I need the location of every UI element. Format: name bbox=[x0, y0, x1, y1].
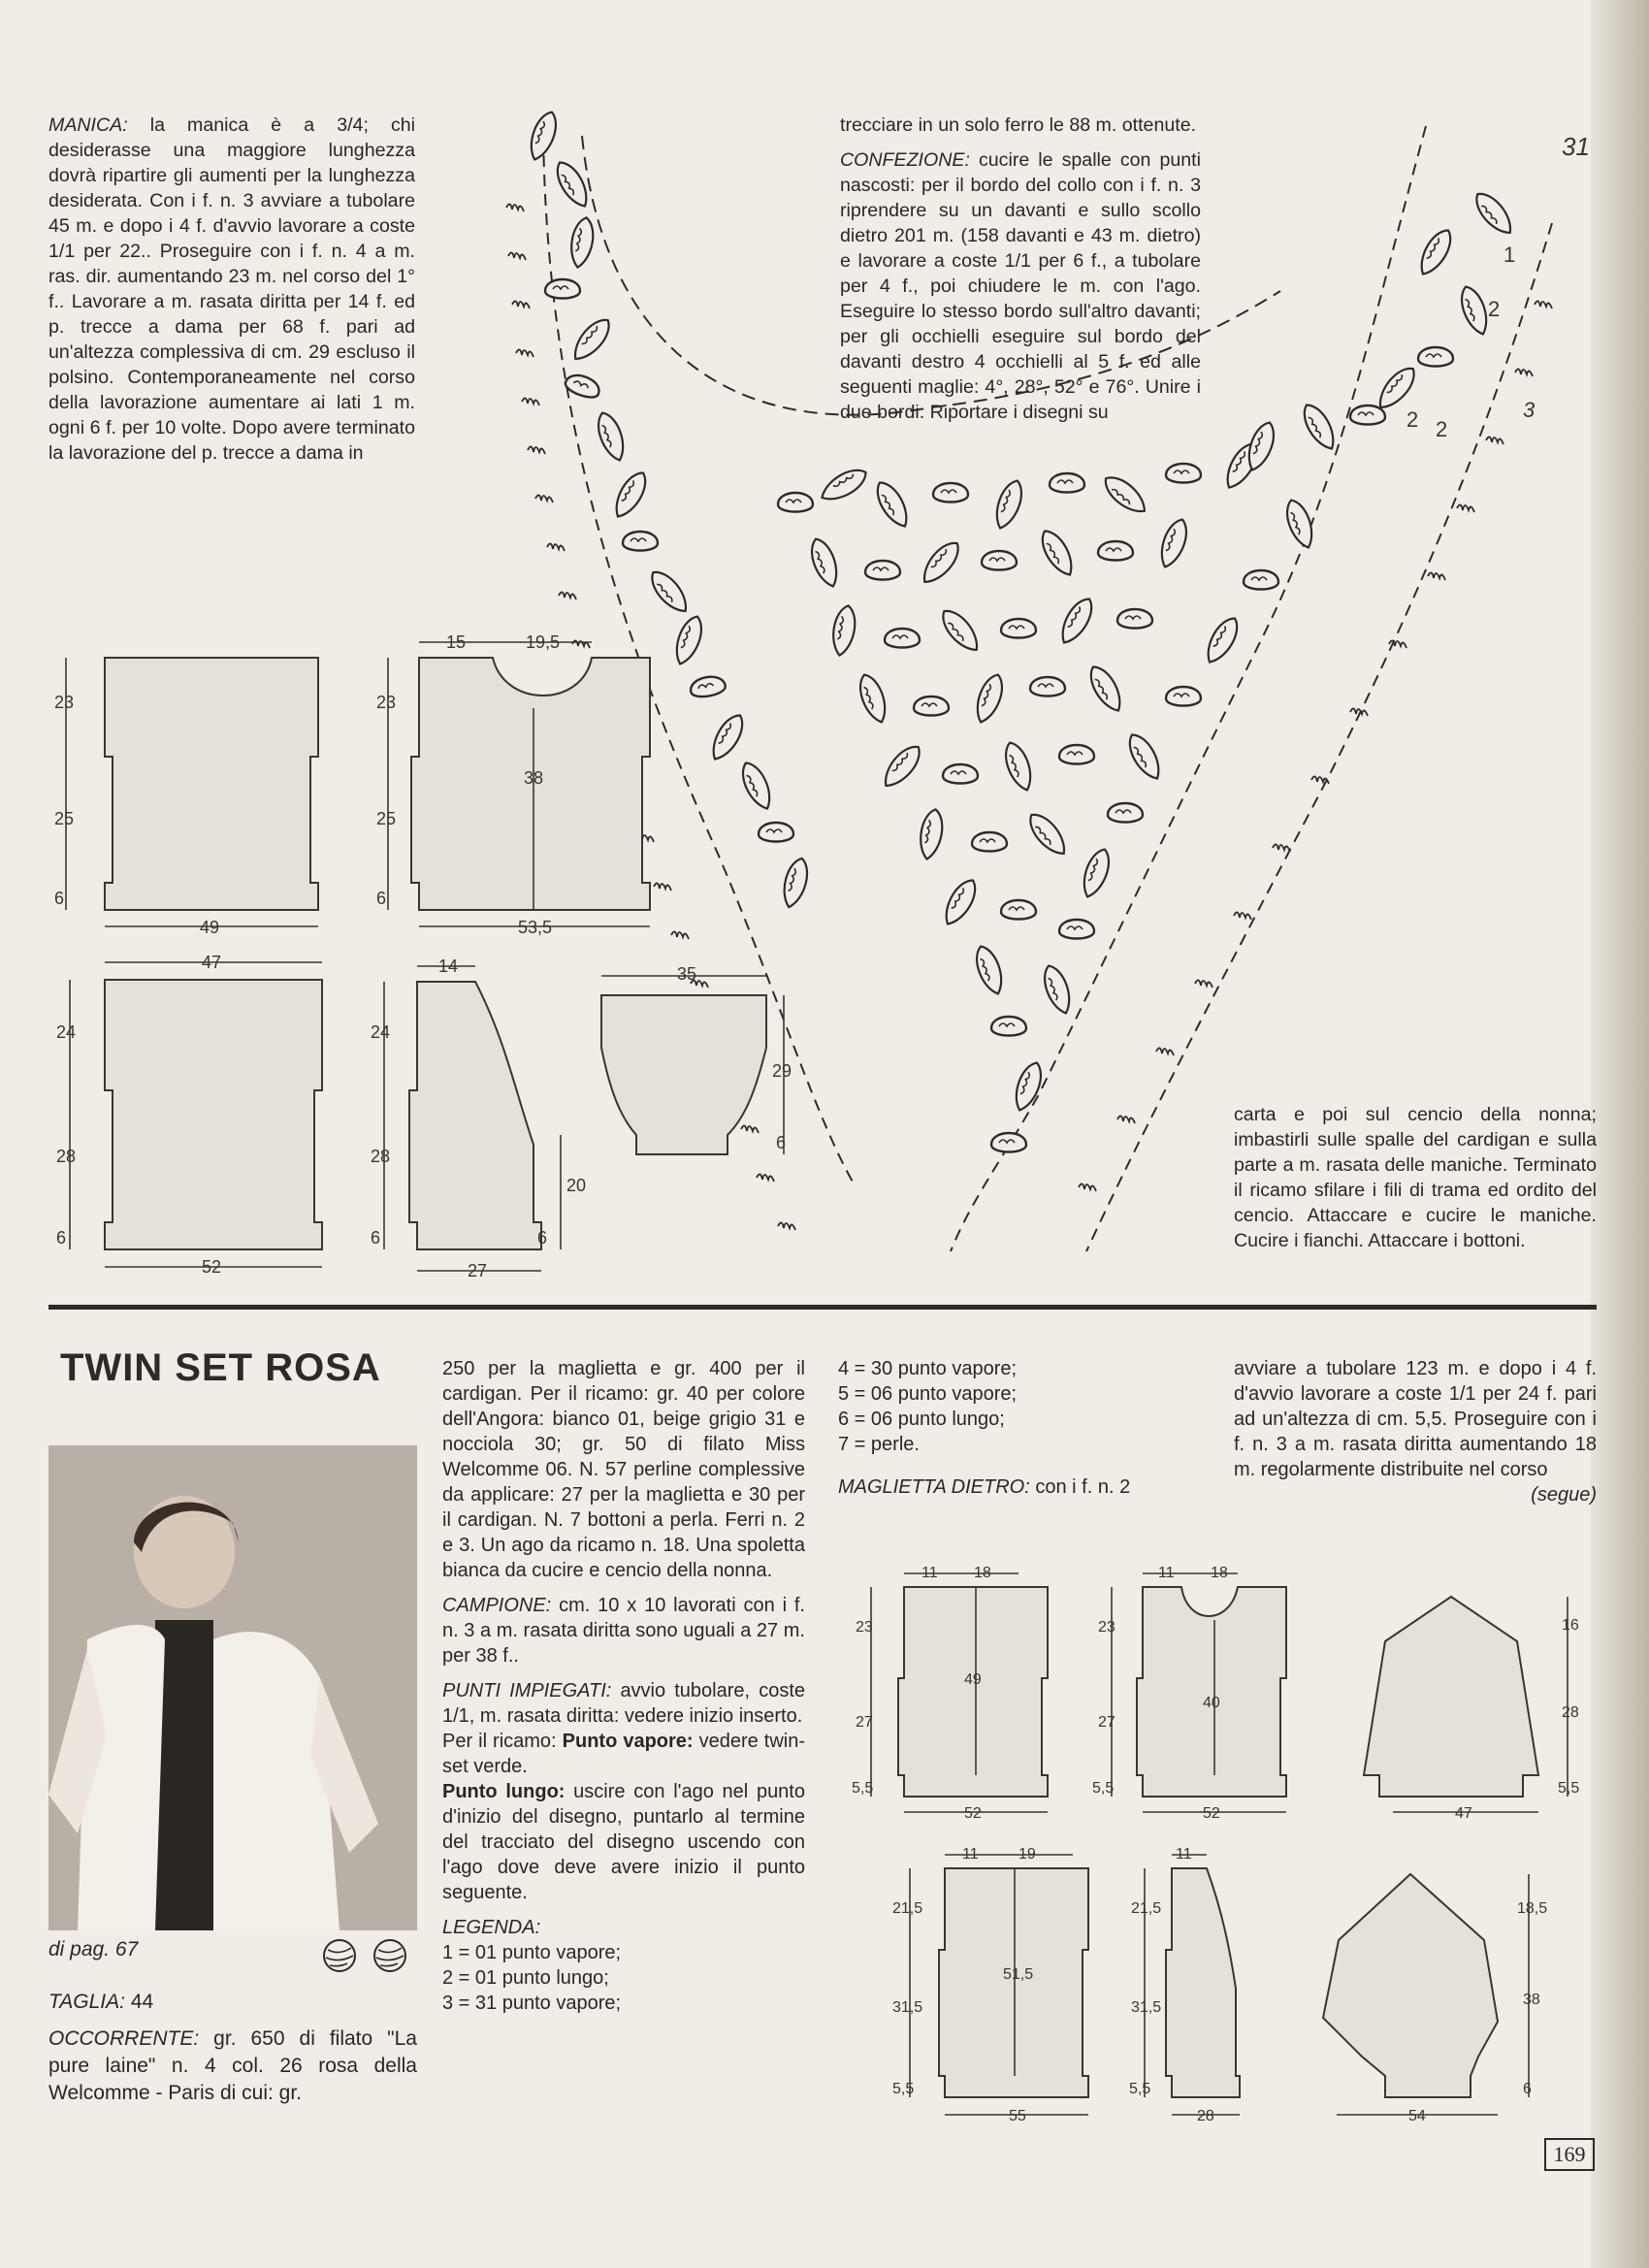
legenda-item: 5 = 06 punto vapore; bbox=[838, 1383, 1018, 1405]
mark-2a: 2 bbox=[1488, 297, 1501, 321]
svg-text:31,5: 31,5 bbox=[1131, 1999, 1162, 2016]
svg-text:20: 20 bbox=[566, 1176, 587, 1195]
svg-text:5,5: 5,5 bbox=[1092, 1780, 1115, 1797]
svg-text:11: 11 bbox=[1158, 1565, 1175, 1581]
svg-text:49: 49 bbox=[200, 918, 220, 937]
maglietta-text: con i f. n. 2 bbox=[1035, 1476, 1131, 1498]
svg-text:55: 55 bbox=[1009, 2108, 1026, 2124]
maglietta-label: MAGLIETTA DIETRO: bbox=[838, 1476, 1030, 1498]
svg-text:5,5: 5,5 bbox=[1558, 1780, 1580, 1797]
page-edge bbox=[1591, 0, 1649, 2268]
ricamo-intro: Per il ricamo: bbox=[442, 1731, 557, 1752]
vapore-text: vedere twin-set verde. bbox=[442, 1731, 806, 1777]
svg-text:6: 6 bbox=[56, 1228, 67, 1247]
svg-text:18,5: 18,5 bbox=[1517, 1900, 1548, 1917]
materials-text: 250 per la maglietta e gr. 400 per il cardigan. Per il ricamo: gr. 40 per colore dell'Angora: bianco 01, beige grigio 31 e nocciola 30; gr. 50 di filato Miss Welcomme 06. N. 57 perline complessive da applicare: 27 per la maglietta e 30 per il cardigan. N. 7 bottoni a perla. Ferri n. 2 e 3. Un ago da ricamo n. 18. Una spoletta bianca da cucire e cencio della nonna. bbox=[442, 1358, 805, 1581]
svg-text:19,5: 19,5 bbox=[526, 632, 561, 652]
svg-text:18: 18 bbox=[974, 1565, 991, 1581]
taglia-label: TAGLIA: bbox=[48, 1991, 125, 2013]
svg-text:31,5: 31,5 bbox=[892, 1999, 923, 2016]
schema-rosa-cardigan-back bbox=[892, 1846, 1088, 2124]
legenda-item: 7 = perle. bbox=[838, 1434, 920, 1455]
occorrente-text: gr. 650 di filato "La pure laine" n. 4 col. 26 rosa della Welcomme - Paris di cui: gr. bbox=[48, 2027, 417, 2104]
svg-text:11: 11 bbox=[1176, 1846, 1192, 1863]
svg-text:6: 6 bbox=[371, 1228, 381, 1247]
svg-text:6: 6 bbox=[776, 1133, 787, 1152]
svg-text:23: 23 bbox=[1098, 1619, 1116, 1636]
confezione-text: cucire le spalle con punti nascosti: per il bordo del collo con i f. n. 3 riprendere su un davanti e sullo scollo dietro 201 m. (158 davanti e 43 m. dietro) e lavorare a coste 1/1 per 6 f., a tubolare per 4 f., poi chiudere le m. con l'ago. Eseguire lo stesso bordo sull'altro davanti; per gli occhielli eseguire sul bordo del davanti destro 4 occhielli al 5 f. ed alle seguenti maglie: 4°, 28°, 52° e 76°. Unire i due bordi. Riportare i disegni su bbox=[840, 149, 1201, 423]
schema-maglietta-front bbox=[1092, 1565, 1286, 1822]
svg-text:38: 38 bbox=[1523, 1992, 1540, 2008]
svg-text:14: 14 bbox=[438, 956, 459, 976]
mark-1: 1 bbox=[1504, 243, 1516, 267]
vapore-label: Punto vapore: bbox=[562, 1731, 694, 1752]
mark-3: 3 bbox=[1523, 398, 1536, 422]
central-cluster bbox=[778, 438, 1263, 1151]
svg-text:23: 23 bbox=[856, 1619, 873, 1636]
legenda-item: 4 = 30 punto vapore; bbox=[838, 1358, 1018, 1379]
svg-text:28: 28 bbox=[56, 1147, 77, 1166]
svg-text:25: 25 bbox=[376, 809, 397, 828]
svg-text:23: 23 bbox=[376, 693, 397, 712]
svg-text:40: 40 bbox=[1203, 1695, 1220, 1711]
confezione-label: CONFEZIONE: bbox=[840, 149, 970, 171]
svg-text:5,5: 5,5 bbox=[892, 2081, 915, 2097]
svg-text:53,5: 53,5 bbox=[518, 918, 553, 937]
legenda-column bbox=[838, 1356, 1207, 1500]
svg-text:6: 6 bbox=[1523, 2081, 1532, 2097]
svg-text:38: 38 bbox=[524, 768, 544, 788]
svg-text:47: 47 bbox=[202, 953, 222, 972]
top-schematics bbox=[48, 631, 805, 1290]
svg-text:6: 6 bbox=[54, 889, 65, 908]
schema-back bbox=[54, 658, 318, 937]
schema-rosa-cardigan-front bbox=[1129, 1846, 1240, 2124]
materials-column bbox=[442, 1356, 805, 2016]
svg-text:16: 16 bbox=[1562, 1617, 1579, 1634]
lungo-label: Punto lungo: bbox=[442, 1781, 566, 1802]
svg-text:21,5: 21,5 bbox=[1131, 1900, 1162, 1917]
svg-text:51,5: 51,5 bbox=[1003, 1966, 1034, 1983]
mark-2b: 2 bbox=[1406, 407, 1419, 432]
svg-text:24: 24 bbox=[371, 1022, 391, 1042]
legenda-item: 3 = 31 punto vapore; bbox=[442, 1993, 622, 2014]
section-divider bbox=[48, 1305, 1597, 1310]
schema-maglietta-back bbox=[852, 1565, 1048, 1822]
right-vine bbox=[1039, 187, 1518, 1017]
mark-2c: 2 bbox=[1436, 417, 1448, 441]
svg-text:21,5: 21,5 bbox=[892, 1900, 923, 1917]
manica-label: MANICA: bbox=[48, 114, 128, 136]
svg-text:5,5: 5,5 bbox=[1129, 2081, 1151, 2097]
svg-text:35: 35 bbox=[677, 964, 697, 984]
svg-text:47: 47 bbox=[1455, 1805, 1472, 1822]
svg-text:6: 6 bbox=[376, 889, 387, 908]
twin-set-title: TWIN SET ROSA bbox=[60, 1346, 381, 1389]
photo-caption: di pag. 67 bbox=[48, 1938, 139, 1960]
embroidery-marks bbox=[1406, 132, 1590, 441]
neckline-dashed-guide bbox=[582, 136, 1280, 415]
svg-text:15: 15 bbox=[446, 632, 467, 652]
page-number: 169 bbox=[1544, 2138, 1595, 2171]
occorrente-label: OCCORRENTE: bbox=[48, 2027, 200, 2050]
segue-label: (segue) bbox=[1531, 1484, 1597, 1506]
schema-cardigan-back bbox=[56, 953, 322, 1277]
svg-text:49: 49 bbox=[964, 1671, 982, 1688]
svg-text:28: 28 bbox=[1197, 2108, 1214, 2124]
svg-text:28: 28 bbox=[1562, 1704, 1579, 1721]
maglietta-continued-text: avviare a tubolare 123 m. e dopo i 4 f. d'avvio lavorare a coste 1/1 per 24 f. pari ad un'altezza di cm. 5,5. Proseguire con i f. n. 3 a m. rasata diritta aumentando 18 m. regolarmente distribuite nel corso bbox=[1234, 1358, 1597, 1480]
svg-text:52: 52 bbox=[202, 1257, 222, 1277]
ricamo-text: carta e poi sul cencio della nonna; imbastirli sulle spalle del cardigan e sulla parte a m. rasata delle maniche. Terminato il ricamo sfilare i fili di trama ed ordito del cencio. Attaccare e cucire le maniche. Cucire i fianchi. Attaccare i bottoni. bbox=[1234, 1104, 1597, 1251]
manica-text: la manica è a 3/4; chi desiderasse una maggiore lunghezza dovrà ripartire gli aumenti per la lunghezza desiderata. Con i f. n. 3 avviare a tubolare 45 m. e dopo i 4 f. d'avvio lavorare a coste 1/1 per 22.. Proseguire con i f. n. 4 a m. ras. dir. aumentando 23 m. nel corso del 1° f.. Lavorare a m. rasata diritta per 14 f. ed p. trecce a dama per 68 f. pari ad un'altezza complessiva di cm. 29 escluso il polsino. Contemporaneamente nel corso della lavorazione aumentare ai lati 1 m. ogni 6 f. per 10 volte. Dopo avere terminato la lavorazione del p. trecce a dama in bbox=[48, 114, 416, 464]
maglietta-column bbox=[1234, 1356, 1597, 1507]
yarn-ball-icon bbox=[371, 1936, 409, 1975]
campione-text: cm. 10 x 10 lavorati con i f. n. 3 a m. rasata diritta sono uguali a 27 m. per 38 f.. bbox=[442, 1595, 805, 1667]
mark-31: 31 bbox=[1562, 132, 1590, 161]
svg-text:54: 54 bbox=[1408, 2108, 1426, 2124]
svg-text:23: 23 bbox=[54, 693, 75, 712]
punti-label: PUNTI IMPIEGATI: bbox=[442, 1680, 612, 1701]
punti-text: avvio tubolare, coste 1/1, m. rasata diritta: vedere inizio inserto. bbox=[442, 1680, 805, 1727]
right-outer-dashed-guide bbox=[1086, 223, 1552, 1251]
legenda-item: 1 = 01 punto vapore; bbox=[442, 1942, 622, 1963]
svg-text:27: 27 bbox=[1098, 1714, 1116, 1731]
svg-text:29: 29 bbox=[772, 1061, 792, 1081]
bottom-schematics bbox=[838, 1562, 1595, 2124]
model-photo bbox=[48, 1445, 417, 1930]
schema-maglietta-sleeve bbox=[1364, 1597, 1579, 1822]
svg-text:24: 24 bbox=[56, 1022, 77, 1042]
schema-sleeve bbox=[601, 964, 792, 1154]
svg-text:27: 27 bbox=[468, 1261, 488, 1280]
svg-text:52: 52 bbox=[1203, 1805, 1220, 1822]
yarn-ball-icon bbox=[320, 1936, 359, 1975]
svg-text:28: 28 bbox=[371, 1147, 391, 1166]
svg-text:27: 27 bbox=[856, 1714, 873, 1731]
legenda-item: 2 = 01 punto lungo; bbox=[442, 1967, 609, 1989]
manica-column bbox=[48, 113, 415, 466]
svg-text:25: 25 bbox=[54, 809, 75, 828]
svg-text:5,5: 5,5 bbox=[852, 1780, 874, 1797]
svg-text:11: 11 bbox=[922, 1565, 938, 1581]
svg-text:6: 6 bbox=[537, 1228, 548, 1247]
trecciare-text: trecciare in un solo ferro le 88 m. ottenute. bbox=[840, 114, 1197, 136]
schema-rosa-cardigan-sleeve bbox=[1323, 1874, 1547, 2124]
svg-text:11: 11 bbox=[962, 1846, 979, 1863]
svg-text:19: 19 bbox=[1018, 1846, 1036, 1863]
svg-text:18: 18 bbox=[1211, 1565, 1228, 1581]
legenda-label: LEGENDA: bbox=[442, 1917, 541, 1938]
schema-front bbox=[376, 632, 650, 937]
svg-text:52: 52 bbox=[964, 1805, 982, 1822]
campione-label: CAMPIONE: bbox=[442, 1595, 552, 1616]
taglia-value: 44 bbox=[130, 1991, 154, 2013]
lungo-text: uscire con l'ago nel punto d'inizio del disegno, puntarlo al termine del tracciato del disegno uscendo con l'ago dove deve avere inizio il punto seguente. bbox=[442, 1781, 805, 1903]
schema-cardigan-front bbox=[371, 956, 586, 1280]
legenda-item: 6 = 06 punto lungo; bbox=[838, 1409, 1005, 1430]
taglia-occorrente bbox=[48, 1989, 417, 2107]
